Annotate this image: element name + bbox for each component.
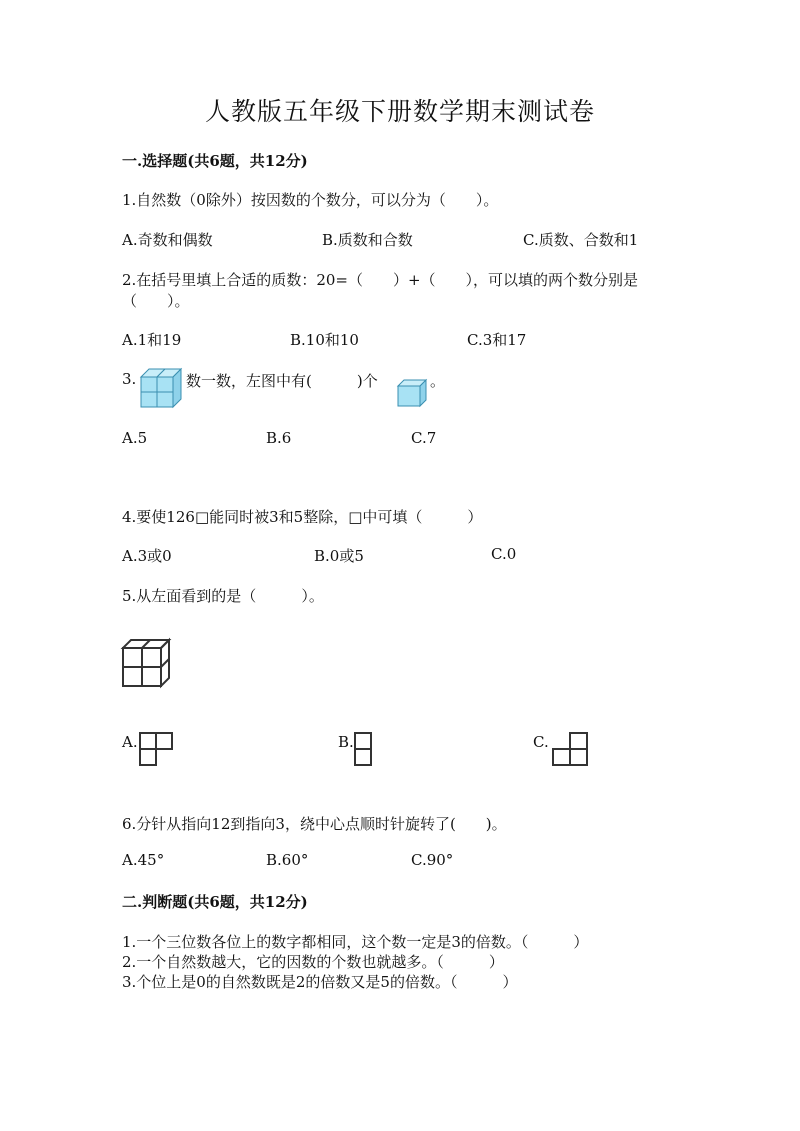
q3-option-b: B.6 bbox=[266, 429, 292, 447]
cube-block-figure bbox=[122, 639, 170, 687]
judgment-item-1: 1.一个三位数各位上的数字都相同，这个数一定是3的倍数。（ ） bbox=[122, 933, 589, 951]
q1-option-c: C.质数、合数和1 bbox=[523, 231, 639, 249]
q6-option-a: A.45° bbox=[122, 851, 165, 869]
page-title: 人教版五年级下册数学期末测试卷 bbox=[204, 97, 595, 126]
q4-option-c: C.0 bbox=[491, 545, 517, 563]
section-heading-choice: 一.选择题(共6题，共12分) bbox=[122, 152, 308, 170]
q5-option-c: C. bbox=[533, 733, 549, 751]
question-2-line1: 2.在括号里填上合适的质数：20=（ ）+（ ），可以填的两个数分别是 bbox=[122, 271, 639, 289]
question-1: 1.自然数（0除外）按因数的个数分，可以分为（ ）。 bbox=[122, 191, 499, 209]
question-3-number: 3. bbox=[122, 370, 137, 388]
q5-option-b: B. bbox=[338, 733, 354, 751]
q5-option-a: A. bbox=[122, 733, 138, 751]
question-6: 6.分针从指向12到指向3，绕中心点顺时针旋转了( )。 bbox=[122, 815, 507, 833]
q2-option-c: C.3和17 bbox=[467, 331, 527, 349]
q5-option-c-view bbox=[552, 732, 590, 768]
question-2-line2: （ ）。 bbox=[122, 292, 190, 310]
cube-stack-figure bbox=[141, 369, 186, 407]
q6-option-c: C.90° bbox=[411, 851, 454, 869]
judgment-item-3: 3.个位上是0的自然数既是2的倍数又是5的倍数。（ ） bbox=[122, 973, 518, 991]
q1-option-b: B.质数和合数 bbox=[322, 231, 413, 249]
q4-option-b: B.0或5 bbox=[314, 547, 364, 565]
q5-option-b-view bbox=[354, 732, 374, 768]
question-5: 5.从左面看到的是（ ）。 bbox=[122, 587, 324, 605]
q4-option-a: A.3或0 bbox=[122, 547, 172, 565]
q2-option-b: B.10和10 bbox=[290, 331, 359, 349]
question-3-text: 数一数，左图中有( )个 bbox=[186, 372, 378, 390]
question-3-suffix: 。 bbox=[430, 372, 446, 390]
q6-option-b: B.60° bbox=[266, 851, 309, 869]
q3-option-c: C.7 bbox=[411, 429, 437, 447]
q1-option-a: A.奇数和偶数 bbox=[122, 231, 213, 249]
q2-option-a: A.1和19 bbox=[122, 331, 182, 349]
section-heading-judgment: 二.判断题(共6题，共12分) bbox=[122, 893, 308, 911]
q3-option-a: A.5 bbox=[122, 429, 148, 447]
judgment-item-2: 2.一个自然数越大，它的因数的个数也就越多。（ ） bbox=[122, 953, 504, 971]
q5-option-a-view bbox=[139, 732, 175, 768]
question-4: 4.要使126□能同时被3和5整除，□中可填（ ） bbox=[122, 508, 483, 526]
single-cube-icon bbox=[398, 380, 428, 406]
